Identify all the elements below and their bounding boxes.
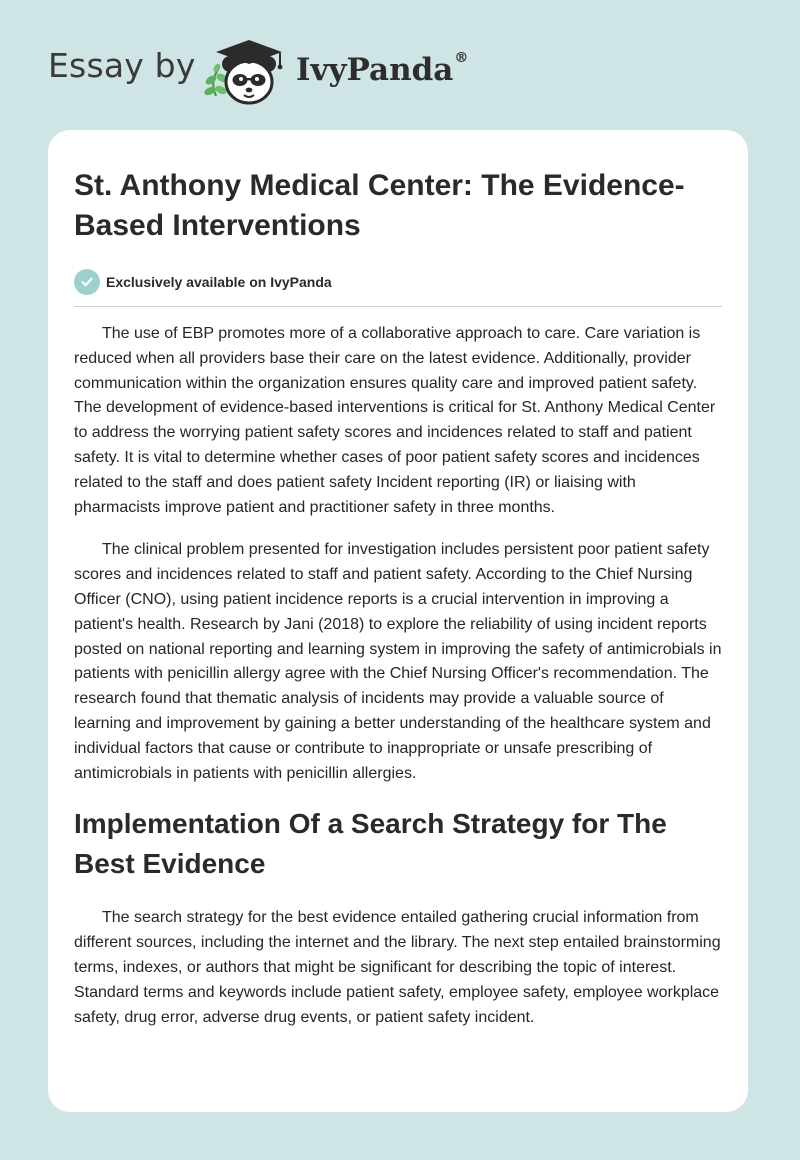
check-icon [74, 269, 100, 295]
site-header [0, 0, 800, 130]
body-paragraph: The clinical problem presented for investigation includes persistent poor patient safety scores and incidences related to staff and patient safety. According to the Chief Nursing Officer (CNO), using patient incidence reports is a crucial intervention in improving a patient's health. Research by Jani (2018) to explore the reliability of using incident reports posted on national reporting and learning system in improving the safety of antimicrobials in patients with penicillin allergy agree with the Chief Nursing Officer's recommendation. The research found that thematic analysis of incidents may provide a valuable source of learning and improvement by gaining a better understanding of the healthcare system and individual factors that cause or contribute to inappropriate or unsafe prescribing of antimicrobials in patients with penicillin allergies. [74, 541, 722, 782]
divider [74, 306, 722, 307]
body-paragraph: The use of EBP promotes more of a collaborative approach to care. Care variation is reduced when all providers base their care on the latest evidence. Additionally, provider communication within the organization ensures quality care and improved patient safety. The development of evidence-based interventions is critical for St. Anthony Medical Center to address the worrying patient safety scores and incidences related to staff and patient safety. It is vital to determine whether cases of poor patient safety scores and incidences related to the staff and does patient safety Incident reporting (IR) or liaising with pharmacists improve patient and practitioner safety in three months. [74, 325, 716, 516]
essay-by-label: Essay by [48, 46, 196, 85]
exclusive-label: Exclusively available on IvyPanda [106, 274, 332, 290]
exclusive-notice [74, 268, 722, 296]
article-card [48, 130, 748, 1112]
panda-graduate-icon[interactable] [200, 34, 296, 110]
brand-name-text: IvyPanda [296, 52, 454, 88]
page-title: St. Anthony Medical Center: The Evidence-Based Interventions [74, 169, 685, 242]
registered-mark: ® [454, 50, 469, 66]
section-heading: Implementation Of a Search Strategy for The Best Evidence [74, 808, 667, 880]
brand-name[interactable] [296, 52, 468, 88]
body-paragraph: The search strategy for the best evidence entailed gathering crucial information from different sources, including the internet and the library. The next step entailed brainstorming terms, indexes, or authors that might be significant for describing the topic of interest. Standard terms and keywords include patient safety, employee safety, employee workplace safety, drug error, adverse drug events, or patient safety incident. [74, 909, 721, 1026]
